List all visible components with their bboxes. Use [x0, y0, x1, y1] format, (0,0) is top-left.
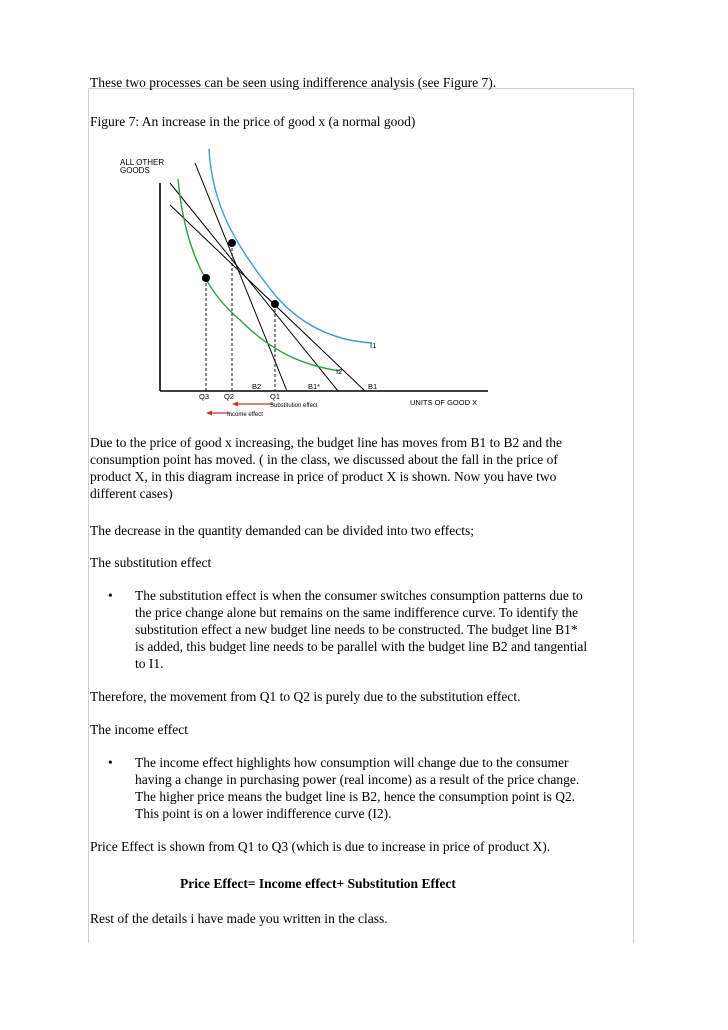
- label-b1: B1: [368, 382, 378, 391]
- budget-line-b1: [170, 205, 365, 391]
- label-b2: B2: [252, 382, 262, 391]
- indifference-diagram: [110, 145, 500, 430]
- text-line: different cases): [90, 486, 173, 501]
- text-line: having a change in purchasing power (real income) as a result of the price change.: [135, 772, 580, 787]
- label-q2: Q2: [224, 392, 235, 401]
- formula-price-effect: Price Effect= Income effect+ Substitution Effect: [180, 876, 456, 891]
- y-axis-label-line1: ALL OTHER: [120, 158, 165, 167]
- paragraph-closing: Rest of the details i have made you written in the class.: [90, 911, 388, 926]
- bullet-income: [90, 754, 635, 826]
- label-q1: Q1: [270, 392, 281, 401]
- text-line: product X, in this diagram increase in price of product X is shown. Now you have two: [90, 469, 557, 484]
- text-line: The higher price means the budget line is B2, hence the consumption point is Q2.: [135, 789, 576, 804]
- paragraph-budget-shift: [90, 434, 635, 502]
- text-line: The substitution effect is when the consumer switches consumption patterns due to: [135, 588, 583, 603]
- bullet-substitution-text: [135, 587, 635, 672]
- paragraph-q1-q2: Therefore, the movement from Q1 to Q2 is purely due to the substitution effect.: [90, 689, 521, 704]
- text-line: substitution effect a new budget line needs to be constructed. The budget line B1*: [135, 622, 578, 637]
- intro-text: These two processes can be seen using indifference analysis (see Figure 7).: [90, 75, 497, 90]
- income-effect-label: Income effect: [227, 412, 263, 418]
- label-b1-star: B1*: [308, 382, 321, 391]
- y-axis-label-line2: GOODS: [120, 166, 150, 175]
- x-axis-label: UNITS OF GOOD X: [410, 398, 478, 407]
- text-line: to I1.: [135, 656, 164, 671]
- label-q3: Q3: [199, 392, 210, 401]
- substitution-effect-label: Substitution effect: [270, 403, 318, 409]
- paragraph-price-effect: Price Effect is shown from Q1 to Q3 (which is due to increase in price of product X).: [90, 839, 551, 854]
- heading-income-effect: The income effect: [90, 722, 188, 737]
- frame-left-rule: [88, 88, 89, 943]
- paragraph-two-effects: The decrease in the quantity demanded can be divided into two effects;: [90, 523, 474, 538]
- label-i2: I2: [336, 367, 343, 376]
- text-line: The income effect highlights how consumption will change due to the consumer: [135, 755, 569, 770]
- heading-substitution-effect: The substitution effect: [90, 555, 212, 570]
- text-line: is added, this budget line needs to be parallel with the budget line B2 and tangential: [135, 639, 588, 654]
- bullet-income-text: [135, 754, 635, 822]
- label-i1: I1: [370, 341, 377, 350]
- income-arrow-head: [206, 411, 212, 416]
- bullet-substitution: [90, 587, 635, 677]
- substitution-arrow-head: [232, 402, 238, 407]
- figure-caption: Figure 7: An increase in the price of good x (a normal good): [90, 114, 416, 129]
- bullet-dot: •: [108, 588, 113, 603]
- text-line: consumption point has moved. ( in the class, we discussed about the fall in the price of: [90, 452, 558, 467]
- bullet-dot: •: [108, 755, 113, 770]
- text-line: Due to the price of good x increasing, the budget line has moves from B1 to B2 and the: [90, 435, 563, 450]
- text-line: This point is on a lower indifference curve (I2).: [135, 806, 392, 821]
- text-line: the price change alone but remains on the same indifference curve. To identify the: [135, 605, 579, 620]
- budget-line-b1-star: [170, 183, 338, 391]
